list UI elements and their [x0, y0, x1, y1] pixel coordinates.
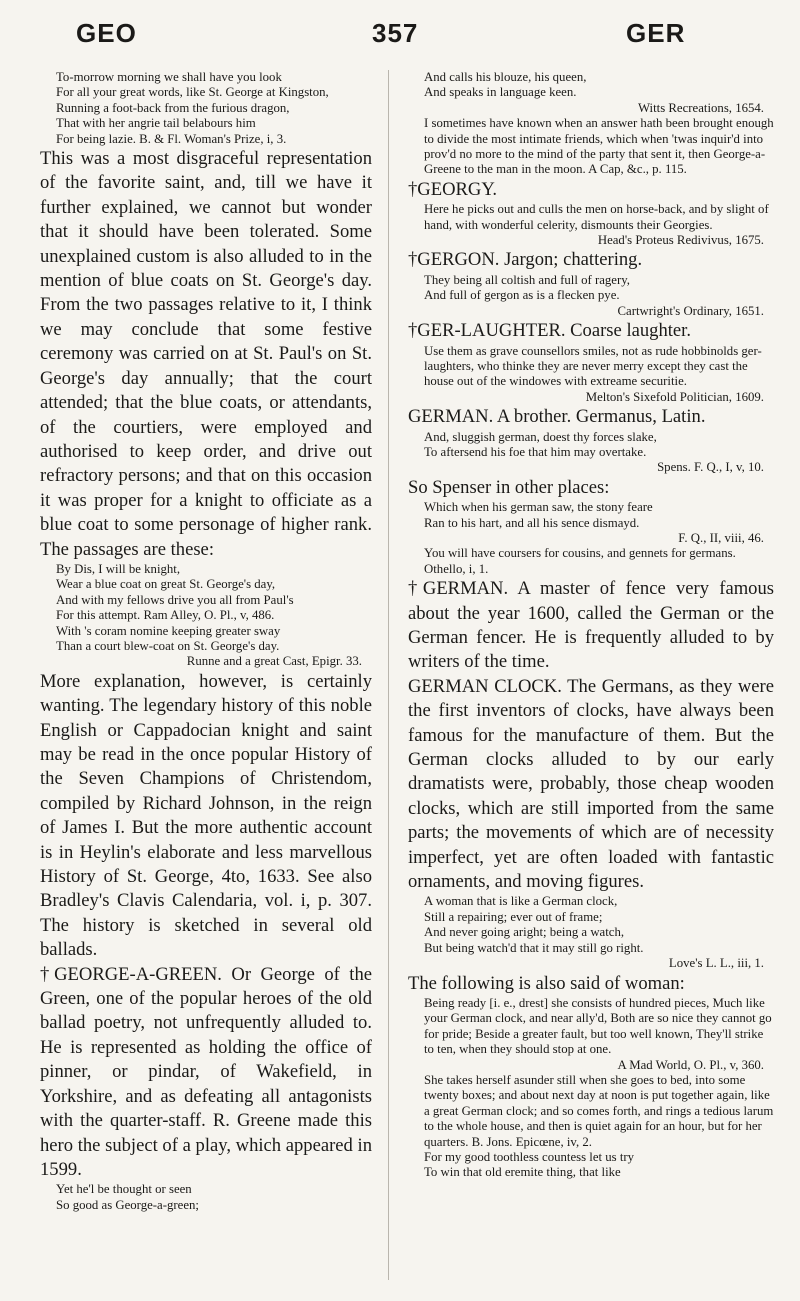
- quotation-line: And full of gergon as is a flecken pye.: [424, 288, 620, 303]
- quotation-line: That with her angrie tail belabours him: [56, 116, 256, 131]
- quotation-line: They being all coltish and full of ragery,: [424, 272, 630, 287]
- quotation-line: A woman that is like a German clock,: [424, 894, 618, 909]
- dictionary-entry: GERMAN. A brother. Germanus, Latin.: [408, 406, 706, 428]
- dictionary-entry: GERMAN CLOCK. The Germans, as they were the first inventors of clocks, have always been famous for the manufacture of them. But the German clocks alluded to by our early dramatists were, probably, those cheap wooden clocks, which are still imported from the same parts; the movements of which are of necessity imperfect, yet are often loaded with fantastic ornaments, and moving figures.: [408, 675, 774, 893]
- quotation-line: Which when his german saw, the stony feare: [424, 500, 653, 515]
- citation: Runne and a great Cast, Epigr. 33.: [186, 654, 362, 669]
- citation: Love's L. L., iii, 1.: [668, 956, 764, 971]
- quotation-line: She takes herself asunder still when she goes to bed, into some twenty boxes; and about next day at noon is put together again, like a great German clock; and so comes forth, and rings a tedious larum to the whole house, and then is quiet again for an hour, but for her quarters. B. Jons. Epicœne, iv, 2.: [424, 1072, 774, 1149]
- quotation-line: But being watch'd that it may still go right.: [424, 940, 644, 955]
- paragraph: This was a most disgraceful representation of the favorite saint, and, till we have it further explained, we cannot but wonder that it should have been tolerated. Some unexplained custom is also alluded to in the mention of blue coats on St. George's day. From the two passages relative to it, I think we may conclude that some festive ceremony was carried on at St. Paul's on St. George's day annually; that the court attended; that the blue coats, or attendants, of the courtiers, were employed and authorised to keep order, and drive out refractory persons; and that on this occasion it was proper for a knight to officiate as a blue coat to some personage of higher rank. The passages are these:: [40, 148, 372, 560]
- dictionary-entry: †GEORGE-A-GREEN. Or George of the Green, one of the popular heroes of the old ballad poetry, not unfrequently alluded to. He is represented as holding the office of pinner, or pindar, of Wakefield, in Yorkshire, and as defeating all antagonists with the quarter-staff. R. Greene made this hero the subject of a play, which appeared in 1599.: [40, 963, 372, 1180]
- citation: F. Q., II, viii, 46.: [678, 530, 764, 545]
- citation: Melton's Sixefold Politician, 1609.: [585, 389, 764, 404]
- quotation-line: With 's coram nomine keeping greater sway: [56, 623, 281, 638]
- page-number: 357: [372, 18, 419, 48]
- quotation-line: Here he picks out and culls the men on horse-back, and by slight of hand, with wonderful celerity, dismounts their Georgies.: [424, 202, 769, 232]
- quotation-line: And speaks in language keen.: [424, 85, 577, 100]
- citation: Witts Recreations, 1654.: [637, 100, 764, 115]
- dictionary-entry: †GER-LAUGHTER. Coarse laughter.: [408, 320, 691, 342]
- quotation-line: Ran to his hart, and all his sence dismayd.: [424, 515, 640, 530]
- quotation-line: Running a foot-back from the furious dragon,: [56, 100, 290, 115]
- quotation-line: Wear a blue coat on great St. George's day,: [56, 577, 276, 592]
- dictionary-entry: †GEORGY.: [408, 178, 498, 200]
- quotation-line: So good as George-a-green;: [56, 1197, 199, 1212]
- quotation-line: And never going aright; being a watch,: [424, 925, 625, 940]
- quotation-line: To aftersend his foe that him may overtake.: [424, 444, 647, 459]
- quotation-line: I sometimes have known when an answer hath been brought enough to divide the most intimate friends, which when 'twas inquir'd into prov'd no more to the mind of the party that sent it, then George-a-Greene to the man in the moon. A Cap, &c., p. 115.: [424, 116, 774, 177]
- quotation-line: And, sluggish german, doest thy forces slake,: [424, 429, 657, 444]
- citation: Cartwright's Ordinary, 1651.: [617, 303, 764, 318]
- paragraph: The following is also said of woman:: [408, 972, 685, 994]
- quotation-line: For being lazie. B. & Fl. Woman's Prize, i, 3.: [56, 131, 287, 146]
- paragraph: More explanation, however, is certainly wanting. The legendary history of this noble English or Cappadocian knight and saint may be read in the once popular History of the Seven Champions of Christendom, compiled by Richard Johnson, in the reign of James I. But the more authentic account is in Heylin's elaborate and less marvellous History of St. George, 4to, 1633. See also Bradley's Clavis Calendaria, vol. i, p. 307. The history is sketched in several old ballads.: [40, 670, 372, 961]
- quotation-line: Use them as grave counsellors smiles, not as rude hobbinolds ger-laughters, who thinke they are never merry except they cast the house out of the windowes with extreame securitie.: [424, 343, 762, 389]
- dictionary-entry: †GERMAN. A master of fence very famous about the year 1600, called the German or the German fencer. He is frequently alluded to by writers of the time.: [408, 578, 774, 673]
- paragraph: So Spenser in other places:: [408, 476, 610, 498]
- quotation-line: Still a repairing; ever out of frame;: [424, 909, 603, 924]
- column-divider: [388, 70, 389, 1280]
- quotation-line: For all your great words, like St. George at Kingston,: [56, 85, 329, 100]
- left-column: [40, 70, 372, 1213]
- quotation-line: Being ready [i. e., drest] she consists of hundred pieces, Much like your German clock, and near ally'd, Both are so nice they cannot go for pride; Beside a greater fault, but too well known, They'll strike to ten, when they should stop at one.: [424, 995, 772, 1057]
- header-right-guide-word: GER: [626, 18, 686, 48]
- quotation-line: To win that old eremite thing, that like: [424, 1165, 621, 1180]
- quotation-line: Than a court blew-coat on St. George's day.: [56, 638, 280, 653]
- quotation-line: For this attempt. Ram Alley, O. Pl., v, 486.: [56, 608, 275, 623]
- quotation-line: By Dis, I will be knight,: [56, 561, 181, 576]
- citation: Spens. F. Q., I, v, 10.: [657, 460, 764, 475]
- quotation-line: And with my fellows drive you all from Paul's: [56, 592, 294, 607]
- right-column: [408, 70, 774, 1181]
- quotation-line: For my good toothless countess let us try: [424, 1149, 635, 1164]
- quotation-line: And calls his blouze, his queen,: [424, 70, 587, 84]
- quotation-line: To-morrow morning we shall have you look: [56, 70, 282, 84]
- running-header: [0, 18, 800, 52]
- citation: Head's Proteus Redivivus, 1675.: [597, 233, 764, 248]
- citation: A Mad World, O. Pl., v, 360.: [617, 1057, 764, 1072]
- quotation-line: Yet he'l be thought or seen: [56, 1182, 192, 1197]
- header-left-guide-word: GEO: [76, 18, 137, 48]
- quotation-line: You will have coursers for cousins, and gennets for germans. Othello, i, 1.: [424, 546, 736, 576]
- dictionary-entry: †GERGON. Jargon; chattering.: [408, 249, 643, 271]
